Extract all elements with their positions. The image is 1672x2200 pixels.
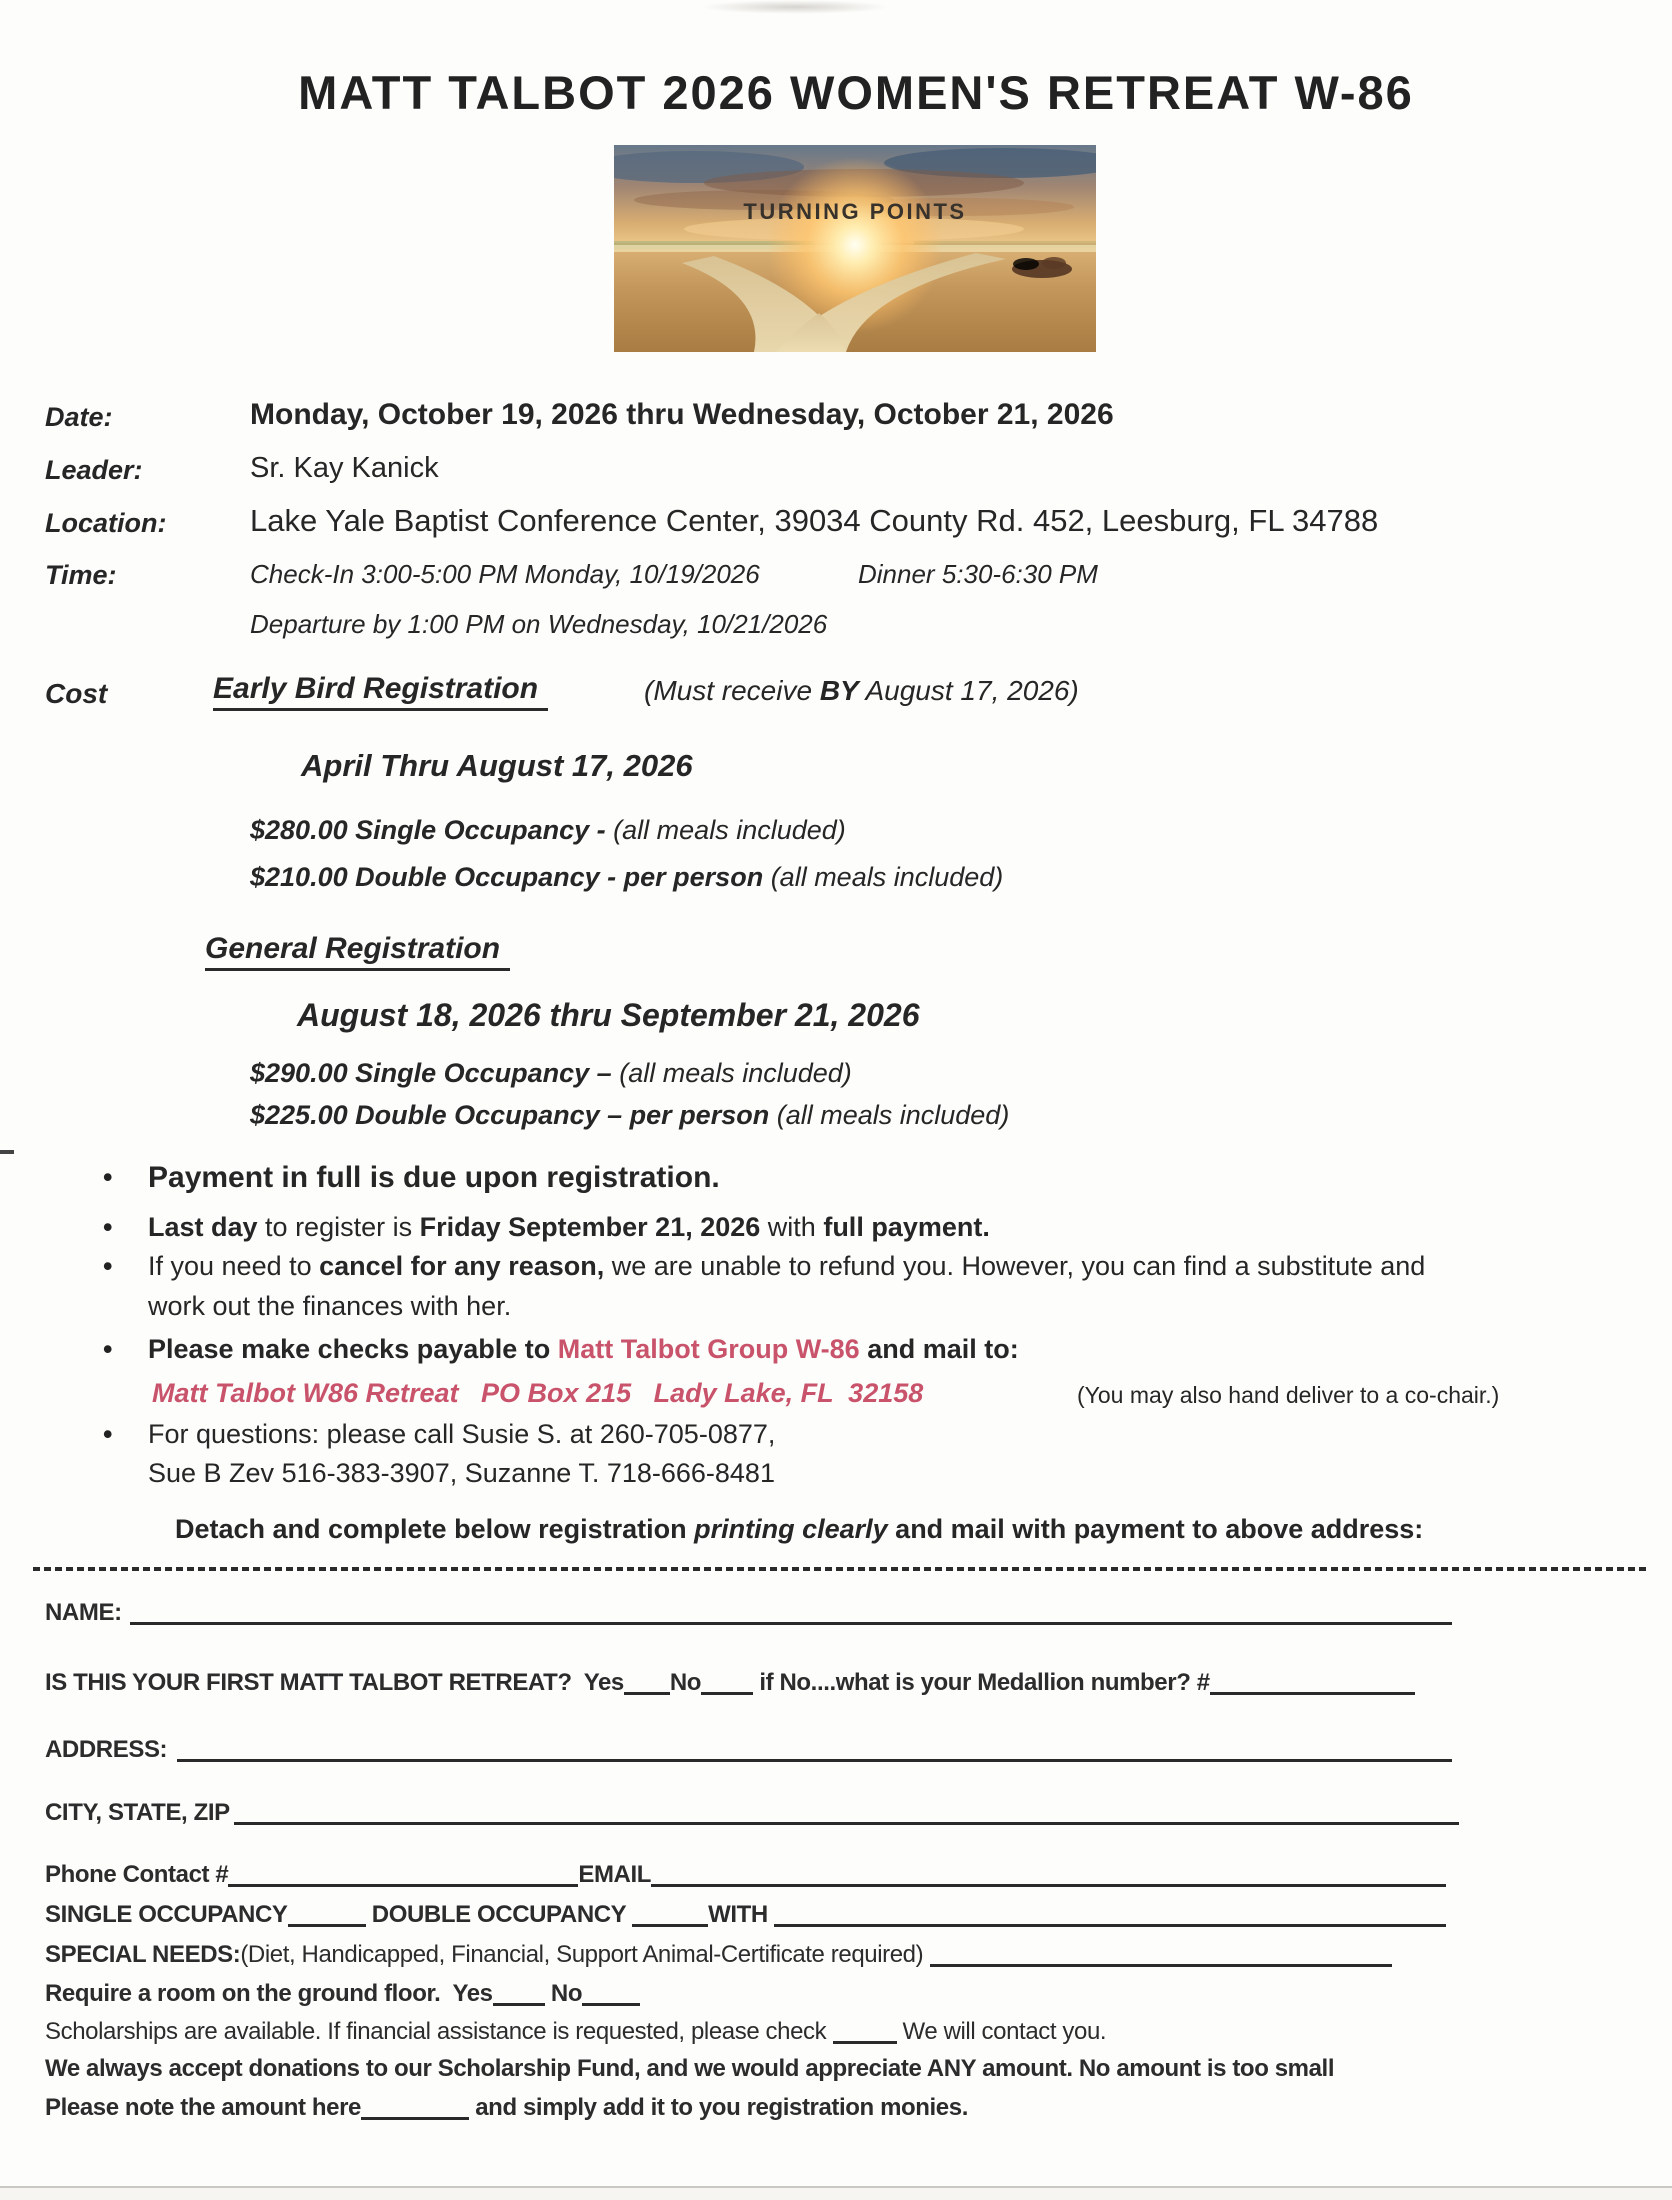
early-double-amount: $210.00 Double Occupancy - per person bbox=[250, 862, 771, 892]
hero-image bbox=[614, 145, 1096, 352]
special-needs-label: SPECIAL NEEDS: bbox=[45, 1941, 241, 1968]
medallion-blank bbox=[1210, 1668, 1415, 1695]
general-double-amount: $225.00 Double Occupancy – per person bbox=[250, 1100, 777, 1130]
hero-caption: TURNING POINTS bbox=[743, 199, 967, 224]
checks-plain1: Please make checks payable to bbox=[148, 1334, 558, 1364]
form-phone-email-row bbox=[45, 1860, 1446, 1889]
checks-plain2: and mail to: bbox=[859, 1334, 1019, 1364]
bullet-cancel-line1 bbox=[148, 1251, 1425, 1282]
early-single-amount: $280.00 Single Occupancy - bbox=[250, 815, 614, 845]
general-single-amount: $290.00 Single Occupancy – bbox=[250, 1058, 620, 1088]
early-bird-deadline-note bbox=[644, 675, 1079, 707]
scholarship-contact-text: We will contact you. bbox=[902, 2018, 1107, 2045]
bullet-lastday bbox=[148, 1212, 990, 1243]
lastday-bold3: full payment. bbox=[823, 1212, 990, 1242]
time-checkin: Check-In 3:00-5:00 PM Monday, 10/19/2026 bbox=[250, 559, 760, 589]
with-label: WITH bbox=[708, 1901, 775, 1928]
early-bird-heading-text: Early Bird Registration bbox=[213, 672, 548, 711]
double-occupancy-label: DOUBLE OCCUPANCY bbox=[371, 1901, 633, 1928]
note-by: BY bbox=[819, 675, 859, 706]
first-no-blank bbox=[701, 1668, 753, 1695]
amount-text2: and simply add it to you registration monies. bbox=[468, 2094, 968, 2121]
time-label: Time: bbox=[45, 560, 117, 590]
email-blank bbox=[651, 1860, 1446, 1887]
address-blank bbox=[177, 1735, 1452, 1762]
turning-points-picture bbox=[614, 145, 1096, 352]
ground-yes-blank bbox=[493, 1979, 545, 2006]
city-blank bbox=[234, 1798, 1459, 1825]
form-amount-row bbox=[45, 2093, 968, 2122]
early-single-note: (all meals included) bbox=[613, 815, 846, 845]
first-yes-blank bbox=[624, 1668, 670, 1695]
hand-deliver-note: (You may also hand deliver to a co-chair.) bbox=[1077, 1382, 1500, 1408]
bullet-icon: • bbox=[103, 1162, 113, 1192]
first-retreat-question: IS THIS YOUR FIRST MATT TALBOT RETREAT? Yes bbox=[45, 1669, 624, 1696]
leader-value: Sr. Kay Kanick bbox=[250, 452, 439, 484]
scan-artifact-bottom-strip bbox=[0, 2188, 1672, 2200]
bullet-icon: • bbox=[103, 1419, 113, 1449]
general-single-note: (all meals included) bbox=[619, 1058, 852, 1088]
early-single-price bbox=[250, 815, 846, 846]
mailing-address-pink: Matt Talbot W86 Retreat PO Box 215 Lady Lake, FL 32158 bbox=[152, 1378, 924, 1408]
bullet-payment: Payment in full is due upon registration. bbox=[148, 1161, 720, 1194]
bullet-icon: • bbox=[103, 1212, 113, 1242]
form-name-row bbox=[45, 1598, 1452, 1627]
early-double-price bbox=[250, 862, 1003, 893]
page-title: MATT TALBOT 2026 WOMEN'S RETREAT W-86 bbox=[298, 66, 1414, 120]
single-blank bbox=[288, 1900, 366, 1927]
date-label: Date: bbox=[45, 402, 113, 432]
lastday-bold2: Friday September 21, 2026 bbox=[419, 1212, 761, 1242]
detach-instruction bbox=[175, 1514, 1423, 1545]
early-bird-heading bbox=[213, 672, 548, 707]
general-period: August 18, 2026 thru September 21, 2026 bbox=[297, 997, 920, 1033]
early-bird-period: April Thru August 17, 2026 bbox=[301, 748, 693, 783]
first-no-label: No bbox=[669, 1669, 702, 1696]
form-ground-floor-row bbox=[45, 1979, 640, 2008]
with-blank bbox=[774, 1900, 1446, 1927]
city-state-zip-label: CITY, STATE, ZIP bbox=[45, 1799, 230, 1826]
general-heading-text: General Registration bbox=[205, 932, 510, 971]
name-blank bbox=[130, 1598, 1452, 1625]
general-heading bbox=[205, 932, 510, 967]
phone-blank bbox=[228, 1860, 578, 1887]
name-label: NAME: bbox=[45, 1599, 122, 1626]
general-double-price bbox=[250, 1100, 1009, 1131]
bullet-icon: • bbox=[103, 1334, 113, 1364]
medallion-question: if No....what is your Medallion number? # bbox=[759, 1669, 1210, 1696]
detach-plain1: Detach and complete below registration bbox=[175, 1514, 695, 1544]
note-post: August 17, 2026) bbox=[858, 675, 1079, 706]
detach-plain2: and mail with payment to above address: bbox=[887, 1514, 1424, 1544]
form-occupancy-row bbox=[45, 1900, 1446, 1929]
double-blank bbox=[632, 1900, 708, 1927]
general-double-note: (all meals included) bbox=[776, 1100, 1010, 1130]
lastday-plain2: with bbox=[760, 1212, 824, 1242]
bush bbox=[1012, 257, 1072, 278]
scholarship-blank bbox=[833, 2017, 897, 2044]
date-value: Monday, October 19, 2026 thru Wednesday, October 21, 2026 bbox=[250, 398, 1114, 431]
note-pre: (Must receive bbox=[644, 675, 820, 706]
form-city-row bbox=[45, 1798, 1459, 1827]
location-label: Location: bbox=[45, 508, 167, 538]
ground-no-label: No bbox=[550, 1980, 583, 2007]
special-needs-blank bbox=[930, 1940, 1392, 1967]
checks-payee-pink: Matt Talbot Group W-86 bbox=[557, 1334, 860, 1364]
general-single-price bbox=[250, 1058, 852, 1089]
form-first-retreat-row bbox=[45, 1668, 1415, 1697]
cancel-plain2: we are unable to refund you. However, you can find a substitute and bbox=[604, 1251, 1426, 1281]
leader-label: Leader: bbox=[45, 455, 143, 485]
detach-dashed-line bbox=[33, 1567, 1650, 1571]
cancel-plain1: If you need to bbox=[148, 1251, 320, 1281]
bullet-questions-line2: Sue B Zev 516-383-3907, Suzanne T. 718-666-8481 bbox=[148, 1458, 775, 1488]
lastday-bold1: Last day bbox=[148, 1212, 258, 1242]
ground-no-blank bbox=[582, 1979, 640, 2006]
form-donations-row: We always accept donations to our Scholarship Fund, and we would appreciate ANY amount. No amount is too small bbox=[45, 2055, 1335, 2082]
amount-blank bbox=[361, 2093, 469, 2120]
form-address-row bbox=[45, 1735, 1452, 1764]
ground-floor-question: Require a room on the ground floor. Yes bbox=[45, 1980, 493, 2007]
scan-artifact-top bbox=[700, 0, 890, 14]
cost-label: Cost bbox=[45, 678, 108, 709]
special-needs-detail: (Diet, Handicapped, Financial, Support Animal-Certificate required) bbox=[240, 1941, 930, 1968]
detach-italic: printing clearly bbox=[694, 1514, 888, 1544]
address-label: ADDRESS: bbox=[45, 1736, 168, 1763]
location-value: Lake Yale Baptist Conference Center, 39034 County Rd. 452, Leesburg, FL 34788 bbox=[250, 503, 1379, 538]
bullet-cancel-line2: work out the finances with her. bbox=[148, 1291, 512, 1321]
time-dinner: Dinner 5:30-6:30 PM bbox=[858, 559, 1098, 589]
bullet-checks bbox=[148, 1334, 1019, 1365]
early-double-note: (all meals included) bbox=[770, 862, 1004, 892]
lastday-plain1: to register is bbox=[257, 1212, 420, 1242]
form-scholarship-row bbox=[45, 2017, 1106, 2046]
email-label: EMAIL bbox=[578, 1861, 652, 1888]
phone-label: Phone Contact # bbox=[45, 1861, 229, 1888]
scan-artifact-left bbox=[0, 1150, 14, 1154]
time-departure: Departure by 1:00 PM on Wednesday, 10/21/2026 bbox=[250, 609, 828, 639]
bullet-questions-line1: For questions: please call Susie S. at 260-705-0877, bbox=[148, 1419, 776, 1449]
scholarship-text: Scholarships are available. If financial assistance is requested, please check bbox=[45, 2018, 833, 2045]
form-special-needs-row bbox=[45, 1940, 1392, 1969]
single-occupancy-label: SINGLE OCCUPANCY bbox=[45, 1901, 288, 1928]
amount-text: Please note the amount here bbox=[45, 2094, 361, 2121]
cancel-bold: cancel for any reason, bbox=[319, 1251, 605, 1281]
bullet-icon: • bbox=[103, 1251, 113, 1281]
